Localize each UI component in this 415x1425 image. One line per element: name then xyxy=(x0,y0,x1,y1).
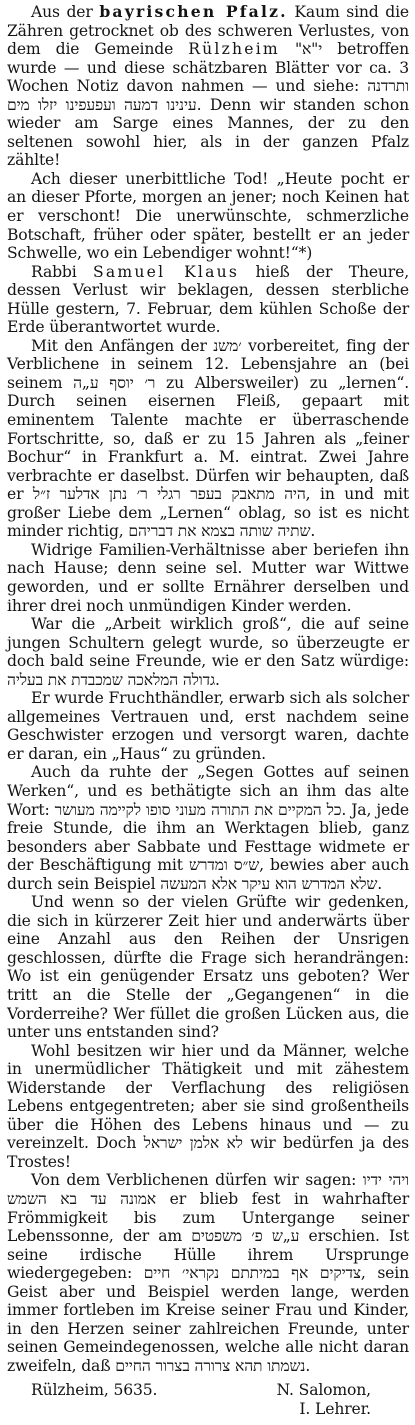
town-name: Rülzheim xyxy=(188,40,280,59)
region-heading: bayrischen Pfalz. xyxy=(99,2,288,21)
intro-prefix: Aus der xyxy=(31,3,100,21)
signature-block xyxy=(7,1381,409,1425)
signature-name: N. Salomon, xyxy=(276,1381,371,1400)
intro-text: Kaum sind die Zähren getrocknet ob des schweren Verlustes, von dem die Gemeinde xyxy=(7,3,410,59)
paragraph-men: Wohl besitzen wir hier und da Männer, welche in unermüdlicher Thätigkeit und mit zähestem Widerstande der Verflachung des religiösen Lebens entgegentreten; aber sie sind großentheils über die Höhen des Lebens hinaus und — zu vereinzelt. Doch לא אלמן ישראל wir bedürfen ja des Trostes! xyxy=(7,1041,409,1171)
paragraph-graves: Und wenn so der vielen Grüfte wir gedenken, die sich in kürzerer Zeit hier und anderwärts über eine Anzahl aus den Reihen der Unsrigen geschlossen, dürfte die Frage sich herandrängen: Wo ist ein genügender Ersatz uns geboten? Wer tritt an die Stelle der „Gegangenen“ in die Vorderreihe? Wer füllet die großen Lücken aus, die unter uns entstanden sind? xyxy=(7,893,409,1042)
paragraph-family: Widrige Familien-Verhältnisse aber beriefen ihn nach Hause; denn seine sel. Mutter war Wittwe geworden, und er sollte Ernährer derselben und ihrer drei noch unmündigen Kinder werden. xyxy=(7,540,409,615)
paragraph-merchant: Er wurde Fruchthändler, erwarb sich als solcher allgemeines Vertrauen und, erst nachdem seine Geschwister erzogen und versorgt waren, dachte er daran, ein „Haus“ zu gründen. xyxy=(7,689,409,763)
paragraph-rabbi xyxy=(7,263,409,337)
signature-role: I. Lehrer. xyxy=(299,1400,371,1419)
paragraph-death-lament: Ach dieser unerbittliche Tod! „Heute pocht er an dieser Pforte, morgen an jener; noch Keinen hat er verschont! Die unerwünschte, schmerzliche Botschaft, früher oder später, bestellt er an jeder Schwelle, wo ein Lebendiger wohnt!“*) xyxy=(7,169,409,263)
paragraph-legacy: Von dem Verblichenen dürfen wir sagen: ויהי ידיו אמונה עד בא השמש er blieb fest in wahrhafter Frömmigkeit bis zum Untergange seiner Lebenssonne, der am ע„ש פ׳ משפטים erschien. Ist seine irdische Hülle ihrem Ursprunge wiedergegeben: צדיקים אף במיתתם נקראי׳ חיים, sein Geist aber und Beispiel werden lange, werden immer fortleben im Kreise seiner Frau und Kinder, in den Herzen seiner zahlreichen Freunde, unter seinen Gemeindegenossen, welche alle nicht daran zweifeln, daß נשמתו תהא צרורה בצרור החיים. xyxy=(7,1171,410,1375)
signature-place: Rülzheim, 5635. xyxy=(31,1381,158,1400)
rabbi-name: Samuel Klaus xyxy=(93,262,240,281)
paragraph-education: Mit den Anfängen der ׳משנ vorbereitet, fing der Verblichene in seinem 12. Lebensjahre an (bei seinem ר׳ יוסף ע„ה zu Albersweiler) zu „lernen“. Durch seinen eisernen Fleiß, gepaart mit eminentem Talente machte er überraschende Fortschritte, so, daß er zu 15 Jahren als „feiner Bochur“ in Frankfurt a. M. eintrat. Zwei Jahre verbrachte er daselbst. Dürfen wir behaupten, daß er היה מתאבק בעפר רגלי ר׳ נתן אדלער ז״ל, in und mit großer Liebe dem „Lernen“ oblag, so ist es nicht minder richtig, שתיה שותה בצמא את דבריהם. xyxy=(7,336,409,541)
paragraph-blessing: Auch da ruhte der „Segen Gottes auf seinen Werken“, und es bethätigte sich an ihm das alte Wort: כל המקיים את התורה מעוני סופו לקיימה מעושר. Ja, jede freie Stunde, die ihm an Werktagen blieb, ganz besonders aber Sabbate und Festtage widmete er der Beschäftigung mit ש״ס ומדרש, bewies aber auch durch sein Beispiel שלא המדרש הוא עיקר אלא המעשה. xyxy=(7,763,409,893)
intro-paragraph xyxy=(7,3,409,170)
intro-text-continued: "י"א betroffen wurde — und diese schätzbaren Blätter vor ca. 3 Wochen Notiz davon nahmen — und siehe: ותרדנה עינינו דמעה ועפעפינו יזלו מים. Denn wir standen schon wieder am Sarge eines Mannes, der zu den seltenen sowohl hier, als in der ganzen Pfalz zählte! xyxy=(7,40,409,170)
rabbi-prefix: Rabbi xyxy=(31,262,94,281)
paragraph-work: War die „Arbeit wirklich groß“, die auf seine jungen Schultern gelegt wurde, so überzeugte er doch bald seine Freunde, wie er den Satz würdige: גדולה המלאכה שמכבדת את בעליה. xyxy=(7,615,409,689)
rabbi-text: hieß der Theure, dessen Verlust wir beklagen, dessen sterbliche Hülle gestern, 7. Februar, dem kühlen Schoße der Erde überantwortet wurde. xyxy=(7,262,409,337)
